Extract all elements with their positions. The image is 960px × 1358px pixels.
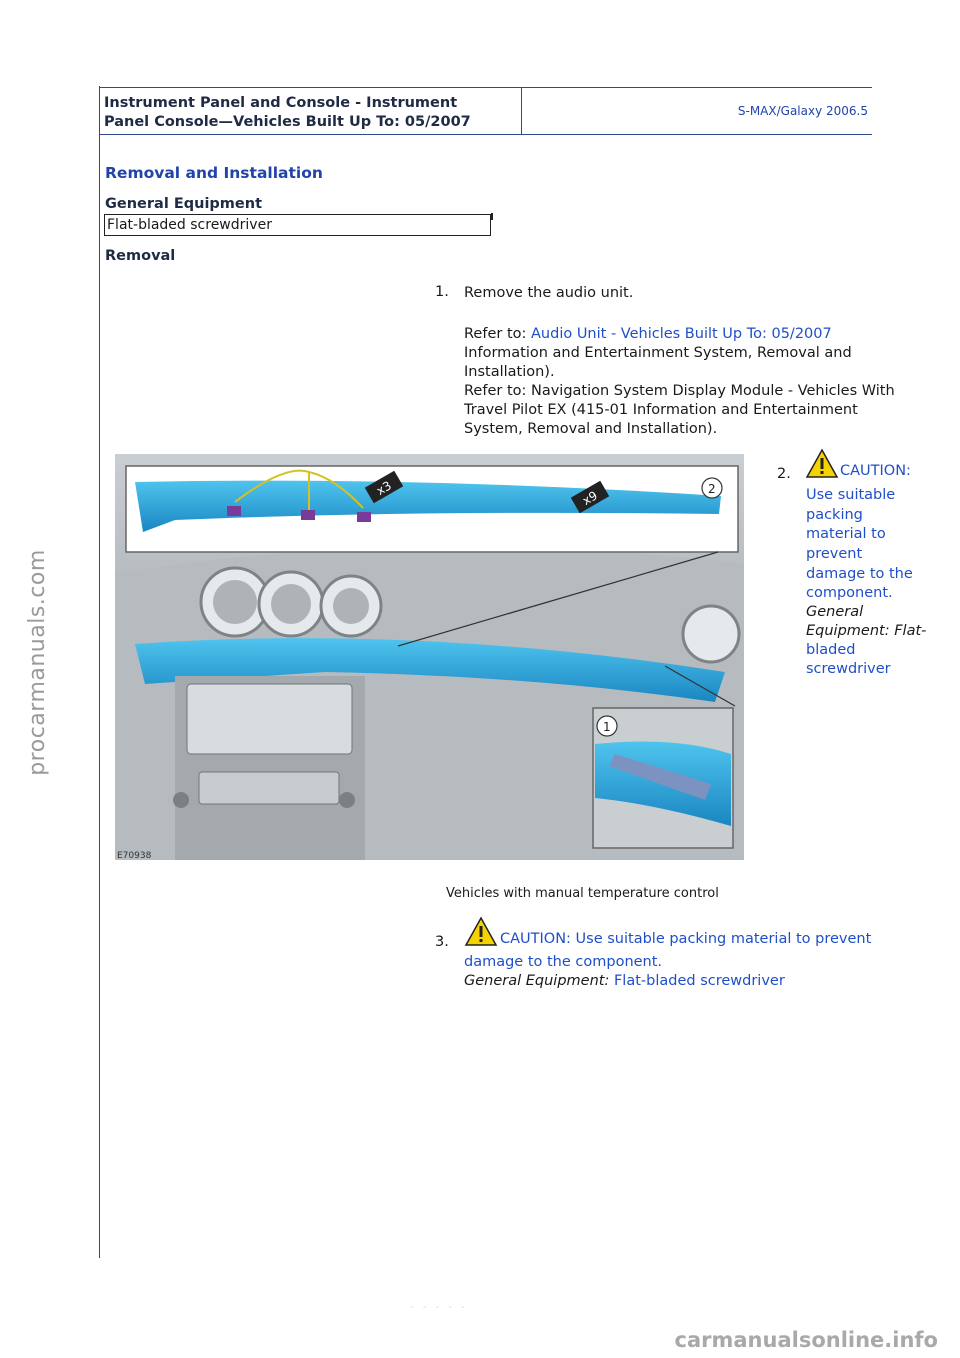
illustration-svg (115, 454, 744, 860)
title-line-1: Instrument Panel and Console - Instrument (104, 95, 458, 111)
model-label: S-MAX/Galaxy 2006.5 (737, 104, 868, 118)
step-3-caution-line2: damage to the component. (464, 954, 663, 970)
step-2-caution-line6: damage to the (806, 566, 913, 582)
warning-icon (464, 916, 498, 946)
equipment-label: General Equipment: (464, 973, 614, 989)
caution-text: CAUTION: Use suitable packing material to prevent (500, 931, 872, 947)
audio-unit-link[interactable]: Audio Unit - Vehicles Built Up To: 05/2007 (531, 326, 832, 342)
flat-bladed-screwdriver-link[interactable]: Flat-bladed screwdriver (613, 973, 785, 989)
title-line-2: Panel Console—Vehicles Built Up To: 05/2007 (104, 114, 471, 130)
document-title (100, 88, 522, 134)
step-1-refer-1-line3: Installation). (464, 364, 555, 380)
callout-2 (702, 478, 722, 498)
step-1-refer-2-line1: Refer to: Navigation System Display Module - Vehicles With (464, 383, 895, 399)
step-2-caution-line4: material to (806, 526, 886, 542)
refer-prefix: Refer to: (464, 326, 531, 342)
callout-1 (597, 716, 617, 736)
step-2-caution-line5: prevent (806, 546, 863, 562)
caution-label: CAUTION: (840, 463, 911, 479)
svg-text:x9: x9 (580, 488, 600, 508)
step-2-caution-line1 (806, 448, 911, 488)
step-1-refer-1 (464, 325, 872, 344)
equipment-table (104, 214, 491, 236)
page-header (100, 87, 872, 135)
step-1-number: 1. (435, 284, 449, 300)
step-1-text: Remove the audio unit. (464, 285, 634, 301)
step-3-caution-line1 (464, 916, 872, 956)
warning-icon (806, 448, 838, 478)
side-watermark: procarmanuals.com (24, 549, 50, 776)
section-title: Removal and Installation (105, 164, 323, 182)
table-edge (491, 213, 493, 220)
svg-text:1: 1 (603, 720, 611, 734)
general-equipment-heading: General Equipment (105, 196, 263, 212)
step-2-equipment-line2: Equipment: Flat- (806, 623, 927, 639)
step-2-caution-line3: packing (806, 507, 863, 523)
svg-text:2: 2 (708, 482, 716, 496)
step-2-number: 2. (777, 466, 791, 482)
figure-caption: Vehicles with manual temperature control (446, 886, 719, 901)
figure-code: E70938 (117, 851, 152, 861)
equipment-item: Flat-bladed screwdriver (107, 217, 272, 233)
step-2-equipment-line1: General (806, 604, 864, 620)
left-margin-rule (99, 86, 100, 1258)
step-3-number: 3. (435, 934, 449, 950)
step-1-refer-1-line2: Information and Entertainment System, Removal and (464, 345, 852, 361)
bottom-watermark: carmanualsonline.info (674, 1328, 938, 1352)
step-1-refer-2-line2: Travel Pilot EX (415-01 Information and Entertainment (464, 402, 858, 418)
svg-text:x3: x3 (374, 478, 394, 498)
step-3-equipment (464, 972, 872, 991)
dashboard-illustration (115, 454, 744, 860)
step-1-refer-2-line3: System, Removal and Installation). (464, 421, 718, 437)
step-2-equipment-link-line1[interactable]: bladed (806, 642, 856, 658)
step-2-equipment-link-line2[interactable]: screwdriver (806, 661, 891, 677)
removal-heading: Removal (105, 248, 176, 264)
step-2-caution-line7: component. (806, 585, 893, 601)
page-marker: - - - - - (410, 1302, 468, 1313)
step-2-caution-line2: Use suitable (806, 487, 896, 503)
